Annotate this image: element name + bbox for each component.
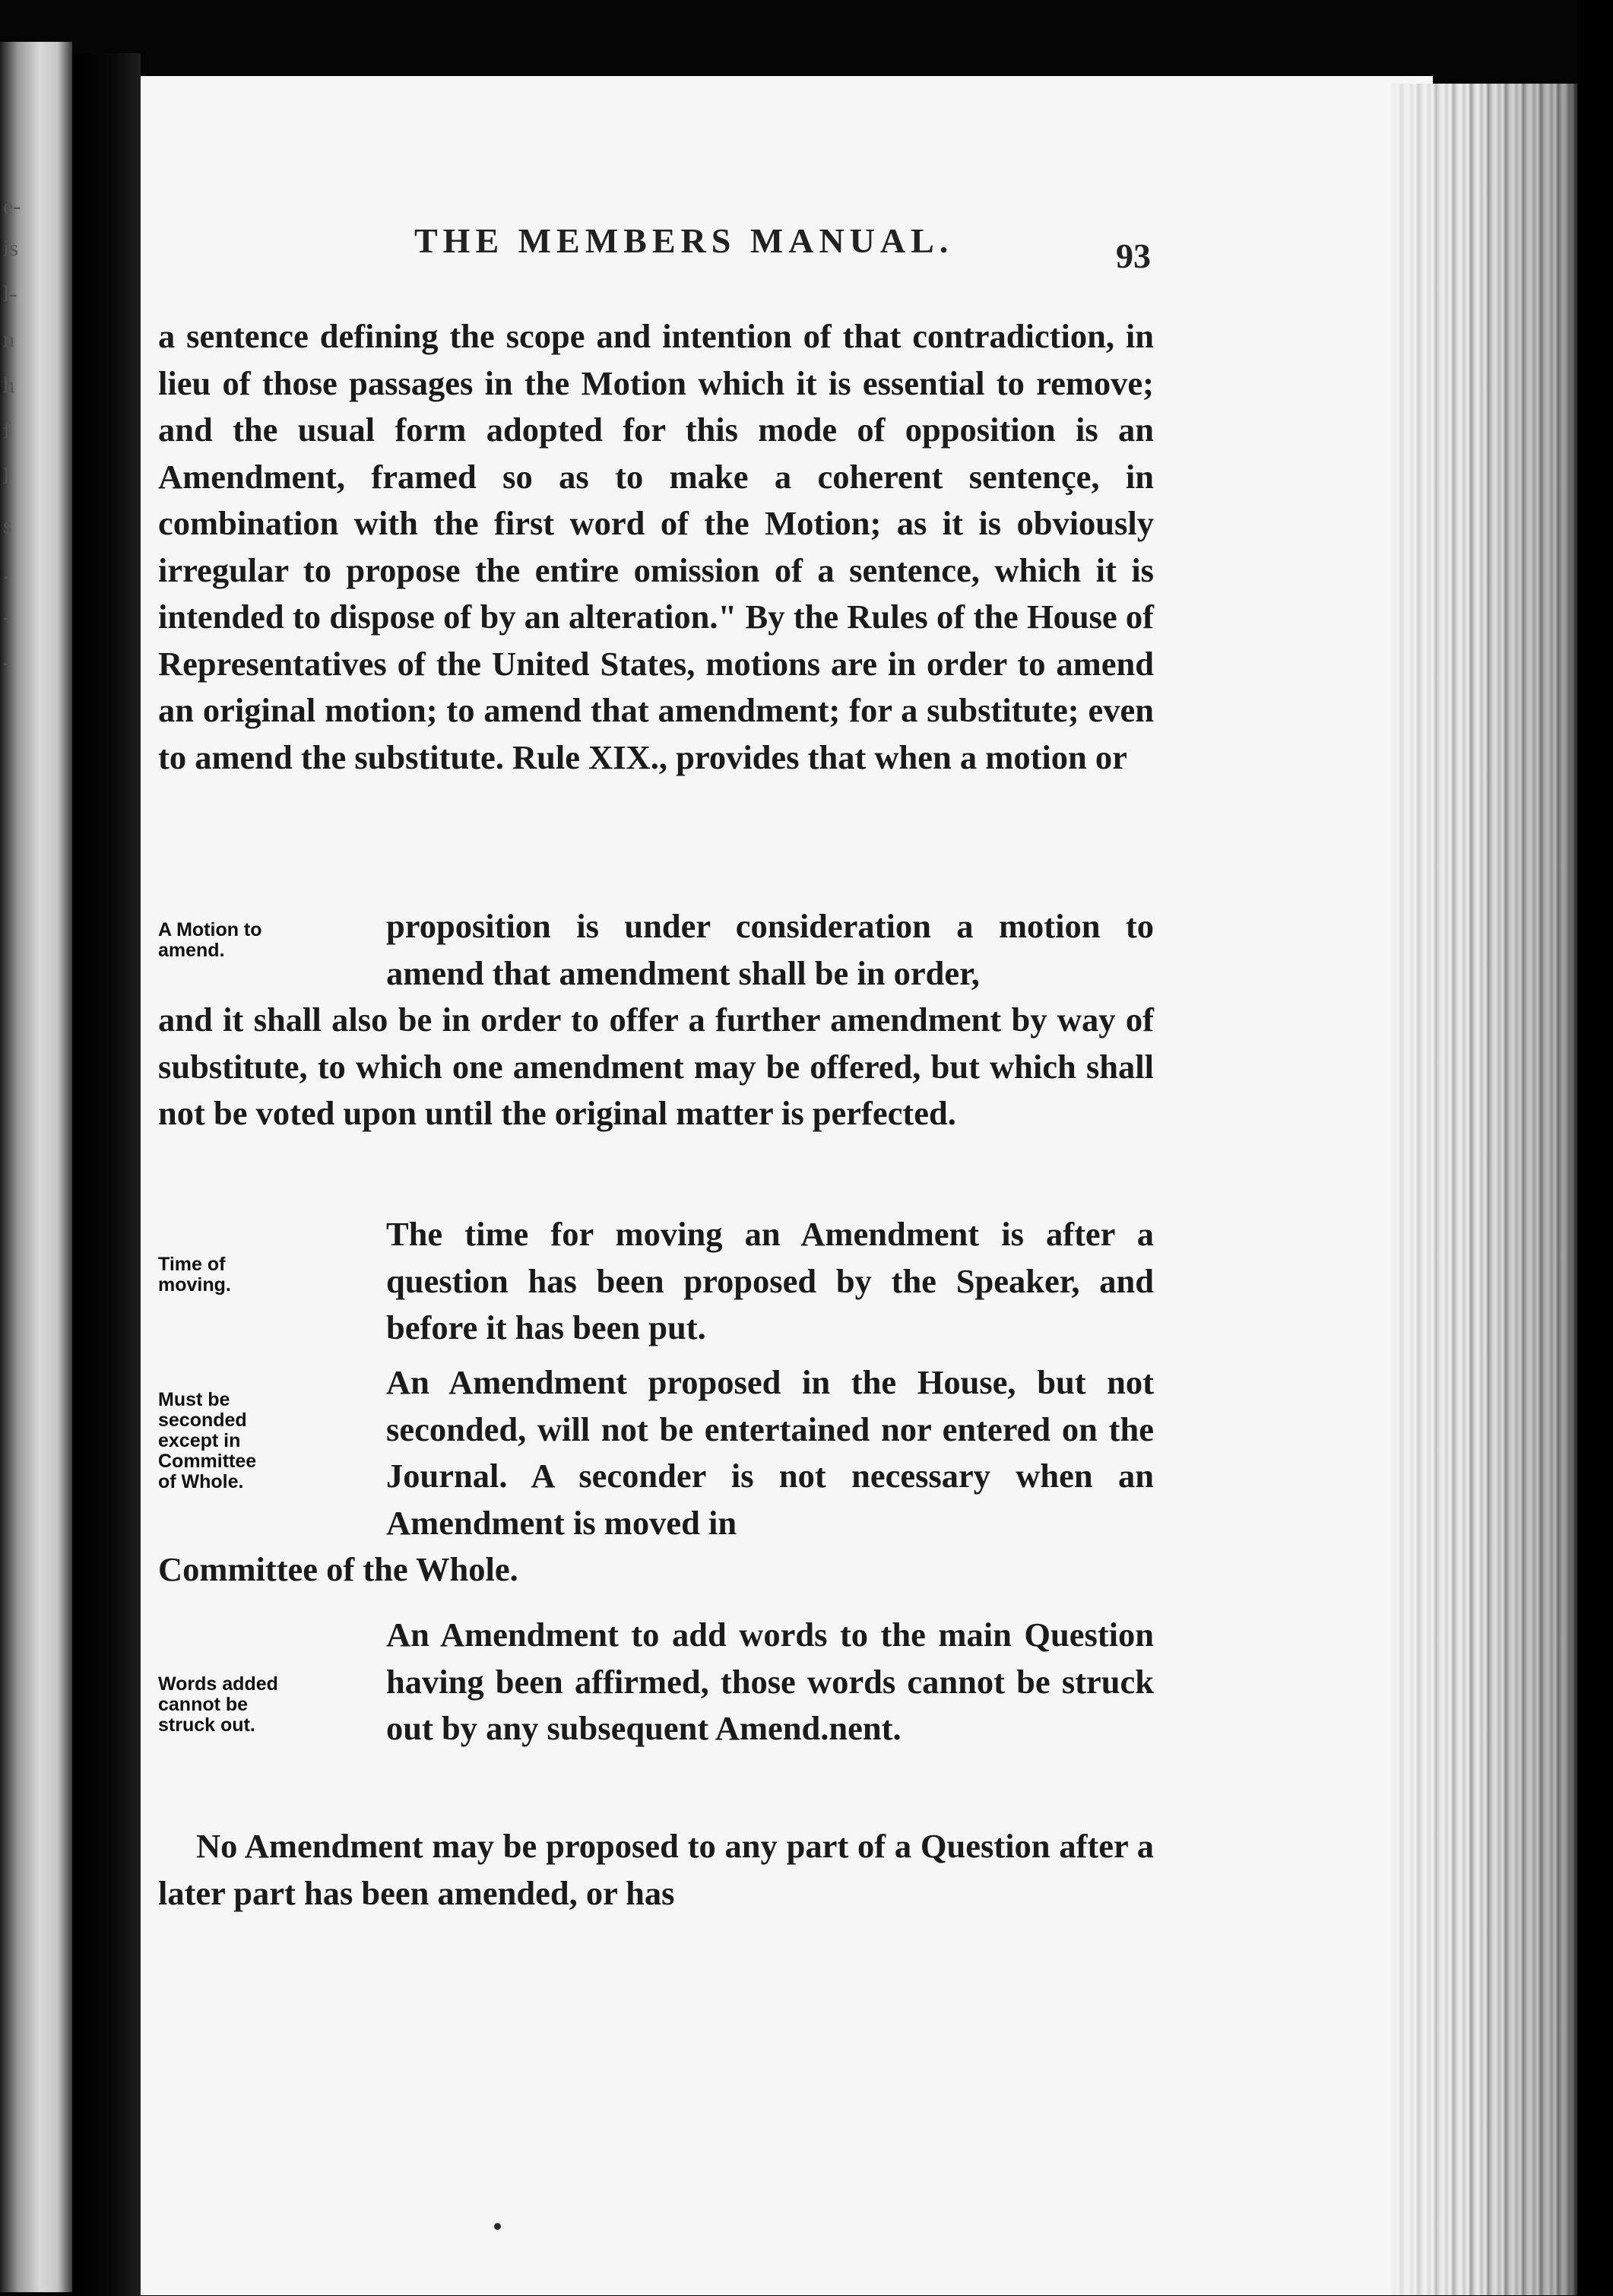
paragraph-rule-continued: and it shall also be in order to offer a further amendment by way of substitute, to which one amendment may be offered, but which shall not be voted upon until the original matter is perfected.: [158, 1001, 1154, 1132]
paragraph-time-of-moving: The time for moving an Amendment is after a question has been proposed by the Speaker, and before it has been put.: [386, 1215, 1154, 1346]
facing-page-fragment: l-: [3, 281, 17, 306]
facing-page-fragment: s: [3, 513, 12, 538]
facing-page-fragment: h: [3, 373, 14, 398]
facing-page-fragment: .: [3, 559, 9, 584]
running-head: THE MEMBERS MANUAL.: [414, 221, 954, 260]
facing-page-fragment: l: [3, 464, 10, 489]
paragraph-rule-narrow: proposition is under consideration a motion to amend that amendment shall be in order,: [386, 907, 1154, 992]
facing-page-fragment: -: [3, 650, 11, 675]
sidenote-motion-to-amend: [158, 920, 333, 961]
facing-page-fragment: -: [3, 604, 11, 629]
facing-page-edge: [0, 42, 72, 2292]
sidenote-time-of-moving: [158, 1254, 333, 1295]
facing-page-fragment: is: [3, 236, 19, 261]
sidenote-line: Time of: [158, 1254, 226, 1275]
sidenote-line: Words added: [158, 1673, 278, 1695]
facing-page-fragment: n: [3, 327, 14, 352]
sidenote-line: struck out.: [158, 1714, 255, 1736]
sidenote-words-added: [158, 1674, 333, 1736]
page-edge-shadow: [1391, 84, 1577, 2295]
page-number: 93: [1116, 236, 1151, 275]
book-gutter: [72, 53, 141, 2296]
paragraph-seconding-continued: Committee of the Whole.: [158, 1550, 518, 1588]
facing-page-fragment: e-: [3, 194, 21, 219]
sidenote-line: cannot be: [158, 1694, 249, 1715]
facing-page-fragment: f: [3, 418, 11, 443]
sidenote-line: moving.: [158, 1274, 231, 1295]
paragraph-words-added: An Amendment to add words to the main Question having been affirmed, those words cannot be struck out by any subsequent Amend.nent.: [386, 1616, 1154, 1747]
scan-border: [1577, 0, 1613, 2295]
paragraph-no-amendment: No Amendment may be proposed to any part of a Question after a later part has been amended, or has: [158, 1827, 1154, 1912]
sidenote-line: amend.: [158, 940, 225, 961]
sidenote-line: A Motion to: [158, 919, 262, 940]
paragraph-seconding: An Amendment proposed in the House, but not seconded, will not be entertained nor entered on the Journal. A seconder is not necessary when an Amendment is moved in: [386, 1363, 1154, 1542]
sidenote-line: except in: [158, 1430, 241, 1451]
sidenote-must-be-seconded: [158, 1390, 333, 1492]
sidenote-line: Must be: [158, 1389, 230, 1410]
sidenote-line: of Whole.: [158, 1471, 244, 1492]
sidenote-line: Committee: [158, 1451, 257, 1472]
ink-speck: [494, 2223, 501, 2230]
paragraph-continuation: a sentence defining the scope and intention of that contradiction, in lieu of those passages in the Motion which it is essential to remove; and the usual form adopted for this mode of opposition is an Amendment, framed so as to make a coherent sentençe, in combination with the first word of the Motion; as it is obviously irregular to propose the entire omission of a sentence, which it is intended to dispose of by an alteration." By the Rules of the House of Representatives of the United States, motions are in order to amend an original motion; to amend that amendment; for a substitute; even to amend the substitute. Rule XIX., provides that when a motion or: [158, 317, 1154, 776]
sidenote-line: seconded: [158, 1410, 247, 1431]
